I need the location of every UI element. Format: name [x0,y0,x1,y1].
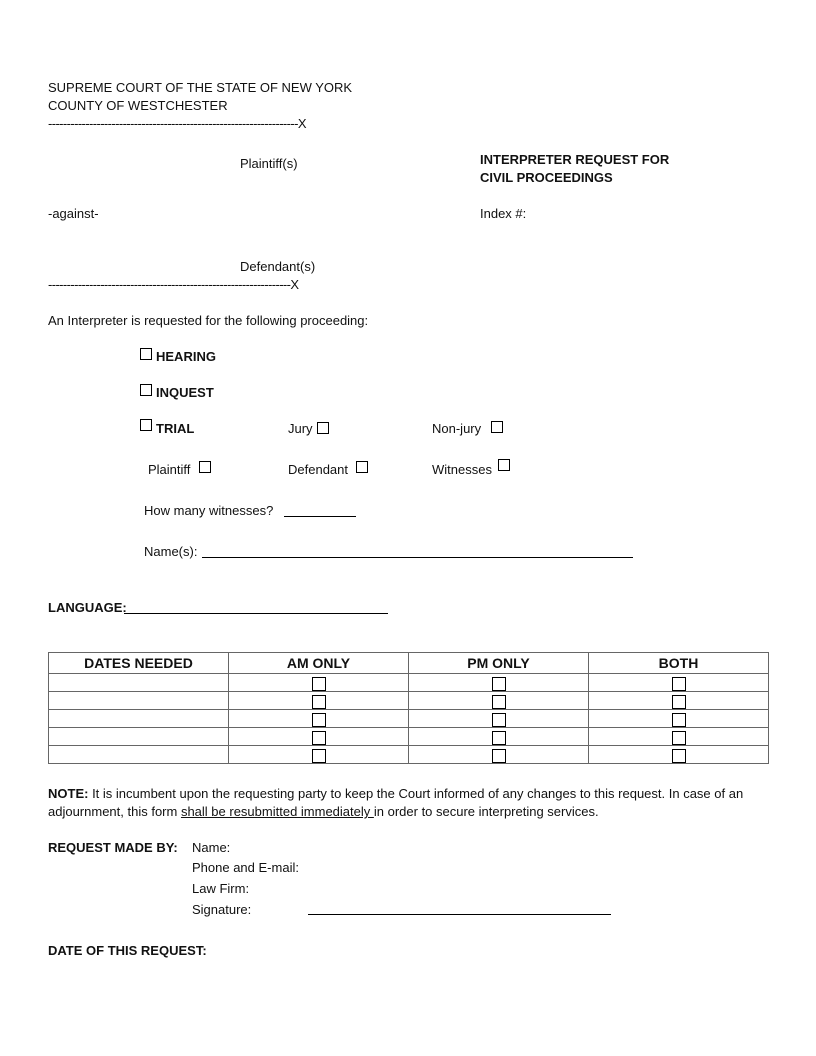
note-paragraph [48,785,772,821]
trial-label: TRIAL [156,421,195,436]
pm-only-cell [409,710,589,728]
both-cell [589,692,769,710]
hearing-checkbox[interactable] [140,348,152,360]
date-cell[interactable] [49,746,229,764]
both-cell [589,728,769,746]
requester-contact-label: Phone and E-mail: [192,860,299,875]
table-header-row [49,653,769,674]
table-row [49,674,769,692]
pm-only-checkbox[interactable] [492,749,506,763]
dates-needed-header: DATES NEEDED [49,653,229,674]
index-number-label: Index #: [480,206,527,221]
am-only-checkbox[interactable] [312,713,326,727]
pm-only-cell [409,692,589,710]
inquest-checkbox[interactable] [140,384,152,396]
am-only-cell [229,692,409,710]
both-checkbox[interactable] [672,695,686,709]
both-checkbox[interactable] [672,677,686,691]
table-row [49,746,769,764]
am-only-cell [229,674,409,692]
how-many-witnesses-label: How many witnesses? [144,503,274,518]
am-only-checkbox[interactable] [312,749,326,763]
defendant-checkbox[interactable] [356,461,368,473]
dates-table [48,652,769,764]
hearing-label: HEARING [156,349,216,364]
date-cell[interactable] [49,674,229,692]
non-jury-label: Non-jury [432,421,482,436]
note-underlined-text: shall be resubmitted immediately [180,804,374,819]
date-cell[interactable] [49,728,229,746]
signature-label: Signature: [192,902,252,917]
pm-only-checkbox[interactable] [492,731,506,745]
defendant-option-label: Defendant [288,462,348,477]
trial-checkbox[interactable] [140,419,152,431]
jury-checkbox[interactable] [317,422,329,434]
witnesses-checkbox[interactable] [498,459,510,471]
non-jury-checkbox[interactable] [491,421,503,433]
pm-only-cell [409,746,589,764]
language-field[interactable] [124,613,388,614]
requester-name-label: Name: [192,840,231,855]
county-name: COUNTY OF WESTCHESTER [48,98,228,113]
law-firm-label: Law Firm: [192,881,250,896]
witness-names-label: Name(s): [144,544,198,559]
am-only-cell [229,746,409,764]
table-row [49,692,769,710]
pm-only-checkbox[interactable] [492,713,506,727]
note-label: NOTE: [48,786,89,801]
plaintiff-option-label: Plaintiff [148,462,191,477]
am-only-checkbox[interactable] [312,731,326,745]
am-only-checkbox[interactable] [312,677,326,691]
form-title-line1: INTERPRETER REQUEST FOR [480,152,670,167]
both-checkbox[interactable] [672,713,686,727]
request-made-by-label: REQUEST MADE BY: [48,840,178,855]
both-header: BOTH [589,653,769,674]
am-only-header: AM ONLY [229,653,409,674]
witness-names-field[interactable] [202,557,633,558]
am-only-cell [229,728,409,746]
jury-label: Jury [288,421,313,436]
date-cell[interactable] [49,692,229,710]
inquest-label: INQUEST [156,385,214,400]
pm-only-checkbox[interactable] [492,677,506,691]
both-cell [589,674,769,692]
date-cell[interactable] [49,710,229,728]
how-many-witnesses-field[interactable] [284,516,356,517]
witnesses-label: Witnesses [432,462,492,477]
form-title-line2: CIVIL PROCEEDINGS [480,170,613,185]
signature-field[interactable] [308,914,611,915]
caption-divider-bottom: -----------------------------------------------------------------X [48,277,299,292]
table-row [49,710,769,728]
defendant-label: Defendant(s) [240,259,316,274]
caption-divider-top: -------------------------------------------------------------------X [48,116,306,131]
pm-only-header: PM ONLY [409,653,589,674]
language-label: LANGUAGE: [48,600,127,615]
table-row [49,728,769,746]
pm-only-cell [409,728,589,746]
plaintiff-label: Plaintiff(s) [240,156,298,171]
am-only-checkbox[interactable] [312,695,326,709]
am-only-cell [229,710,409,728]
pm-only-cell [409,674,589,692]
court-name: SUPREME COURT OF THE STATE OF NEW YORK [48,80,353,95]
both-cell [589,710,769,728]
note-text: It is incumbent upon the requesting party to keep the Court informed of any changes to this request. In case of an adjournment, this form [48,786,744,819]
pm-only-checkbox[interactable] [492,695,506,709]
proceeding-intro: An Interpreter is requested for the following proceeding: [48,313,369,328]
both-cell [589,746,769,764]
both-checkbox[interactable] [672,749,686,763]
note-text-end: in order to secure interpreting services. [373,804,599,819]
date-of-request-label: DATE OF THIS REQUEST: [48,943,207,958]
both-checkbox[interactable] [672,731,686,745]
against-label: -against- [48,206,99,221]
plaintiff-checkbox[interactable] [199,461,211,473]
